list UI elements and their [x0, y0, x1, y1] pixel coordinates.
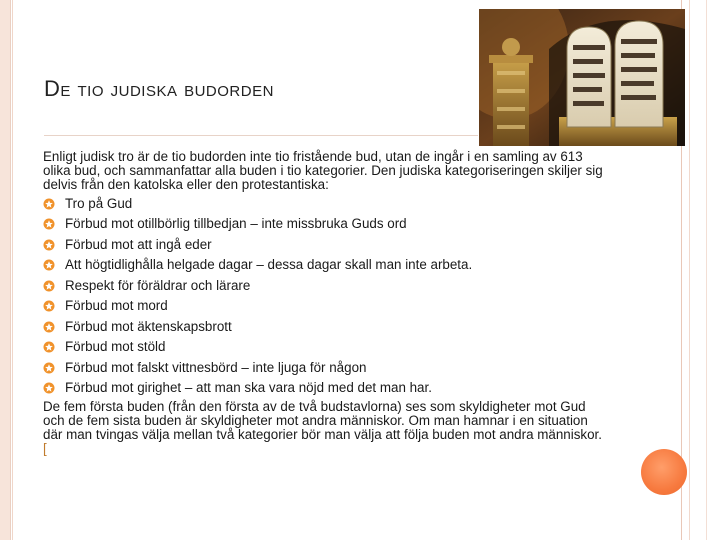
star-bullet-icon: [43, 218, 55, 230]
slide-body: [43, 150, 603, 456]
list-item: Tro på Gud: [43, 194, 603, 215]
right-border-line: [689, 0, 690, 540]
star-bullet-icon: [43, 280, 55, 292]
slide-title: De tio judiska budorden: [44, 76, 274, 101]
star-bullet-icon: [43, 341, 55, 353]
closing-paragraph: De fem första buden (från den första av de två budstavlorna) ses som skyldigheter mot Gud och de fem sista buden är skyldigheter mot andra människor. Om man hamnar i en situation där man tvingas välja mellan två kategorier bör man välja att följa buden mot andra människor.[: [43, 398, 602, 457]
star-bullet-icon: [43, 259, 55, 271]
tablets-photo: [479, 9, 685, 146]
list-item: Förbud mot mord: [43, 296, 603, 317]
star-bullet-icon: [43, 362, 55, 374]
list-item: Förbud mot girighet – att man ska vara nöjd med det man har.: [43, 378, 603, 399]
list-item: Förbud mot falskt vittnesbörd – inte ljuga för någon: [43, 358, 603, 379]
list-item: Förbud mot otillbörlig tillbedjan – inte missbruka Guds ord: [43, 214, 603, 235]
star-bullet-icon: [43, 382, 55, 394]
commandments-list: [43, 194, 603, 399]
list-item: Förbud mot att ingå eder: [43, 235, 603, 256]
title-divider: [44, 135, 478, 136]
list-item: Att högtidlighålla helgade dagar – dessa dagar skall man inte arbeta.: [43, 255, 603, 276]
star-bullet-icon: [43, 239, 55, 251]
hyperlink-marker[interactable]: [: [43, 441, 47, 457]
star-bullet-icon: [43, 198, 55, 210]
list-item: Respekt för föräldrar och lärare: [43, 276, 603, 297]
star-bullet-icon: [43, 300, 55, 312]
intro-paragraph: Enligt judisk tro är de tio budorden inte tio fristående bud, utan de ingår i en samling av 613 olika bud, och sammanfattar alla buden i tio kategorier. Den judiska kategoriseringen skiljer sig delvis från den katolska eller den protestantiska:: [43, 149, 603, 193]
star-bullet-icon: [43, 321, 55, 333]
list-item: Förbud mot stöld: [43, 337, 603, 358]
list-item: Förbud mot äktenskapsbrott: [43, 317, 603, 338]
right-border-line: [706, 0, 707, 540]
accent-circle: [641, 449, 687, 495]
left-border-decoration: [0, 0, 11, 540]
